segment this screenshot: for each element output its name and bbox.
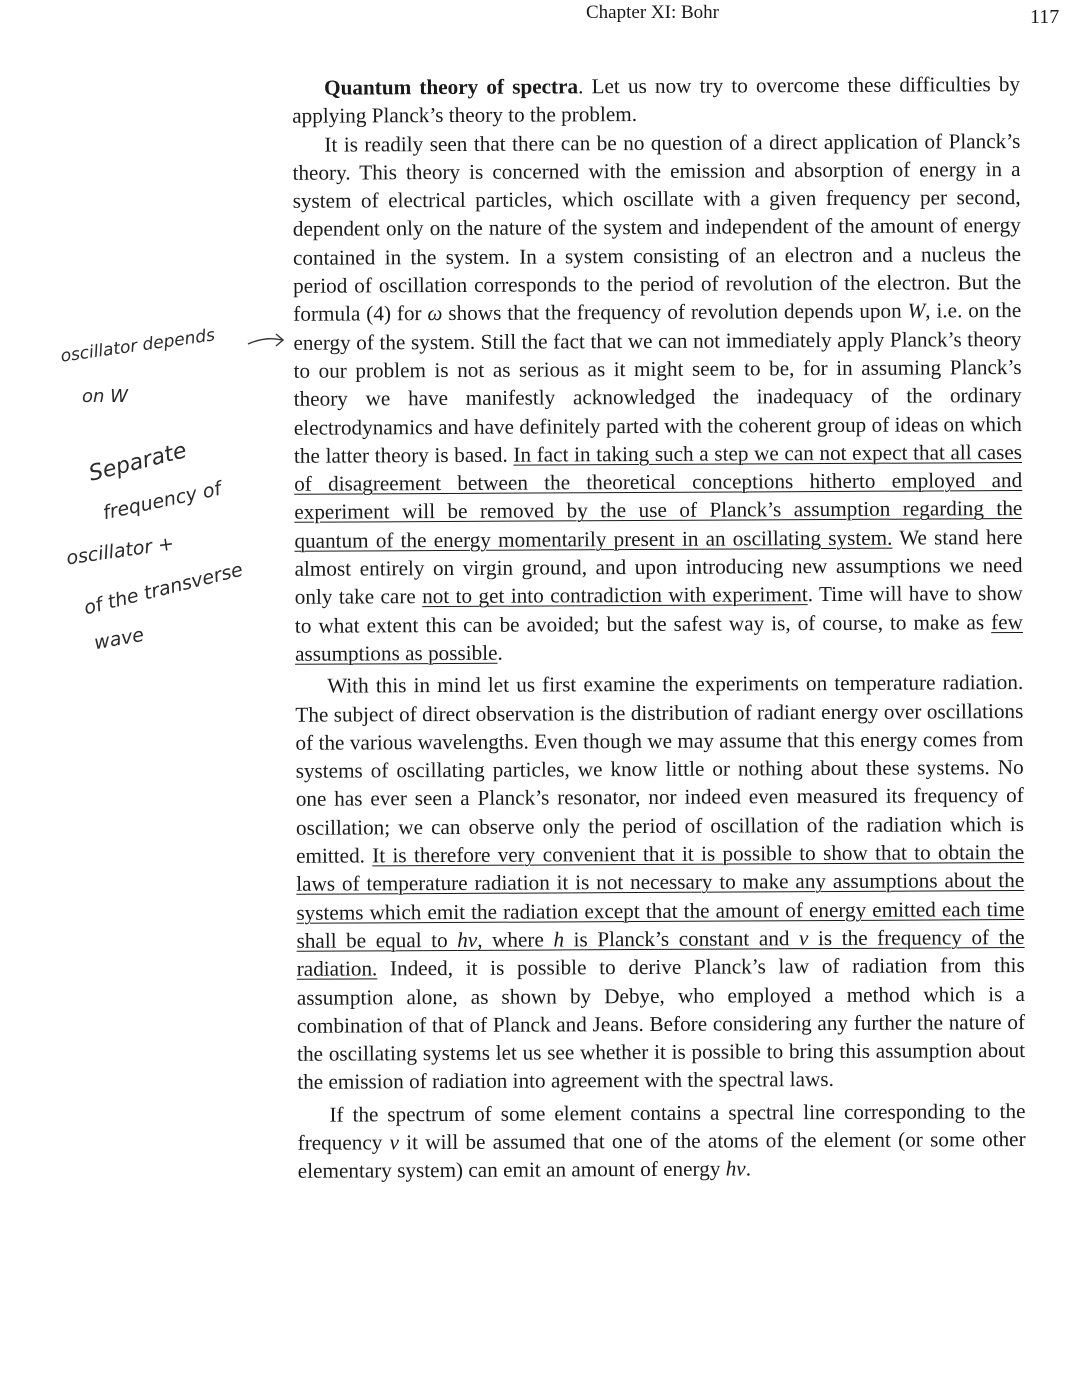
page-number: 117: [1030, 6, 1060, 28]
math-nu: ν: [389, 1130, 400, 1155]
paragraph-text: shows that the frequency of revolution depends upon: [442, 298, 908, 326]
paragraph-text: Indeed, it is possible to derive Planck’s law of radiation from this assumption alone, as shown by Debye, who employed a method which is a combination of that of Planck and Jeans. Before considering any further the nature of the oscillating systems let us see whether it is possible to bring this assumption about the emission of radiation into agreement with the spectral laws.: [296, 953, 1026, 1095]
underlined-passage: few assumptions as possible: [294, 609, 1023, 666]
margin-note-line-7: wave: [92, 623, 146, 655]
math-nu: ν: [798, 926, 809, 951]
math-h-nu: hν: [457, 927, 478, 952]
math-h: h: [553, 927, 565, 952]
paragraph-text: . Time will have to show to what extent this can be avoided; but the safest way is, of course, to make as: [294, 581, 1023, 638]
paragraph-text: If the spectrum of some element contains a spectral line corresponding to the frequency: [297, 1098, 1026, 1155]
handwritten-margin-note: [60, 322, 290, 682]
underlined-passage: , where: [477, 927, 554, 952]
math-omega: ω: [427, 301, 443, 326]
paragraph-temperature-radiation: [295, 668, 1025, 1096]
margin-arrow-icon: [246, 328, 286, 358]
paragraph-text: With this in mind let us first examine the experiments on temperature radiation. The subject of direct observation is the distribution of radiant energy over oscillations of the various wavelengths. Even though we may assume that this energy comes from systems of oscillating particles, we know little or nothing about these systems. No one has ever seen a Planck’s resonator, nor indeed even measured its frequency of oscillation; we can observe only the period of oscillation of the radiation which is emitted.: [295, 670, 1025, 868]
margin-note-line-4: frequency of: [101, 477, 224, 525]
margin-note-line-1: oscillator depends: [59, 325, 217, 367]
margin-note-line-6: of the transverse: [81, 558, 246, 620]
margin-note-line-2: on W: [82, 386, 128, 407]
paragraph-text: It is readily seen that there can be no question of a direct application of Planck’s theory. This theory is concerned with the emission and absorption of energy in a system of electrical particles, which oscillate with a given frequency per second, dependent only on the nature of the system and independent of the amount of energy contained in the system. In a system consisting of an electron and a nucleus the period of oscillation corresponds to the period of revolution of the electron. But the formula (4) for: [292, 128, 1022, 327]
math-W: W: [907, 298, 926, 323]
margin-note-line-5: oscillator +: [64, 532, 176, 570]
underlined-passage: In fact in taking such a step we can not expect that all cases of disagreement between the theoretical conceptions hitherto employed and experiment will be removed by the use of Planck’s assumption regarding the quantum of the energy momentarily present in an oscillating system.: [294, 439, 1023, 553]
math-h-nu: hν: [725, 1156, 746, 1181]
page-header: [0, 2, 1086, 30]
paragraph-text: .: [745, 1156, 752, 1181]
paragraph-text: . Let us now try to overcome these difficulties by applying Planck’s theory to the problem.: [292, 71, 1021, 129]
paragraph-quantum-theory: [292, 70, 1020, 130]
paragraph-text: .: [497, 640, 503, 665]
paragraph-spectral-line: [297, 1097, 1025, 1186]
section-heading: Quantum theory of spectra: [324, 74, 579, 100]
underlined-passage: is Planck’s constant and: [563, 926, 800, 952]
underlined-passage: It is therefore very convenient that it is possible to show that to obtain the laws of temperature radiation it is not necessary to make any assumptions about the systems which emit the radiation except that the amount of energy emitted each time shall be equal to: [296, 840, 1025, 953]
paragraph-text: , i.e. on the energy of the system. Still the fact that we can not immediately apply Planck’s theory to our problem is not as serious as it might seem to be, for in assuming Planck’s theory we have manifestly acknowledged the inadequacy of the ordinary electrodynamics and have definitely parted with the coherent group of ideas on which the latter theory is based.: [293, 298, 1022, 468]
chapter-title: Chapter XI: Bohr: [586, 2, 719, 23]
margin-note-line-3: Separate: [86, 438, 190, 487]
underlined-passage: is the frequency of the radiation.: [296, 924, 1025, 982]
paragraph-text: it will be assumed that one of the atoms of the element (or some other elementary system) can emit an amount of energy: [297, 1126, 1026, 1184]
paragraph-text: We stand here almost entirely on virgin ground, and upon introducing new assumptions we need only take care: [294, 524, 1023, 610]
underlined-passage: not to get into contradiction with experiment: [422, 582, 808, 609]
paragraph-planck-application: [292, 127, 1023, 668]
body-text: [292, 70, 1026, 1185]
